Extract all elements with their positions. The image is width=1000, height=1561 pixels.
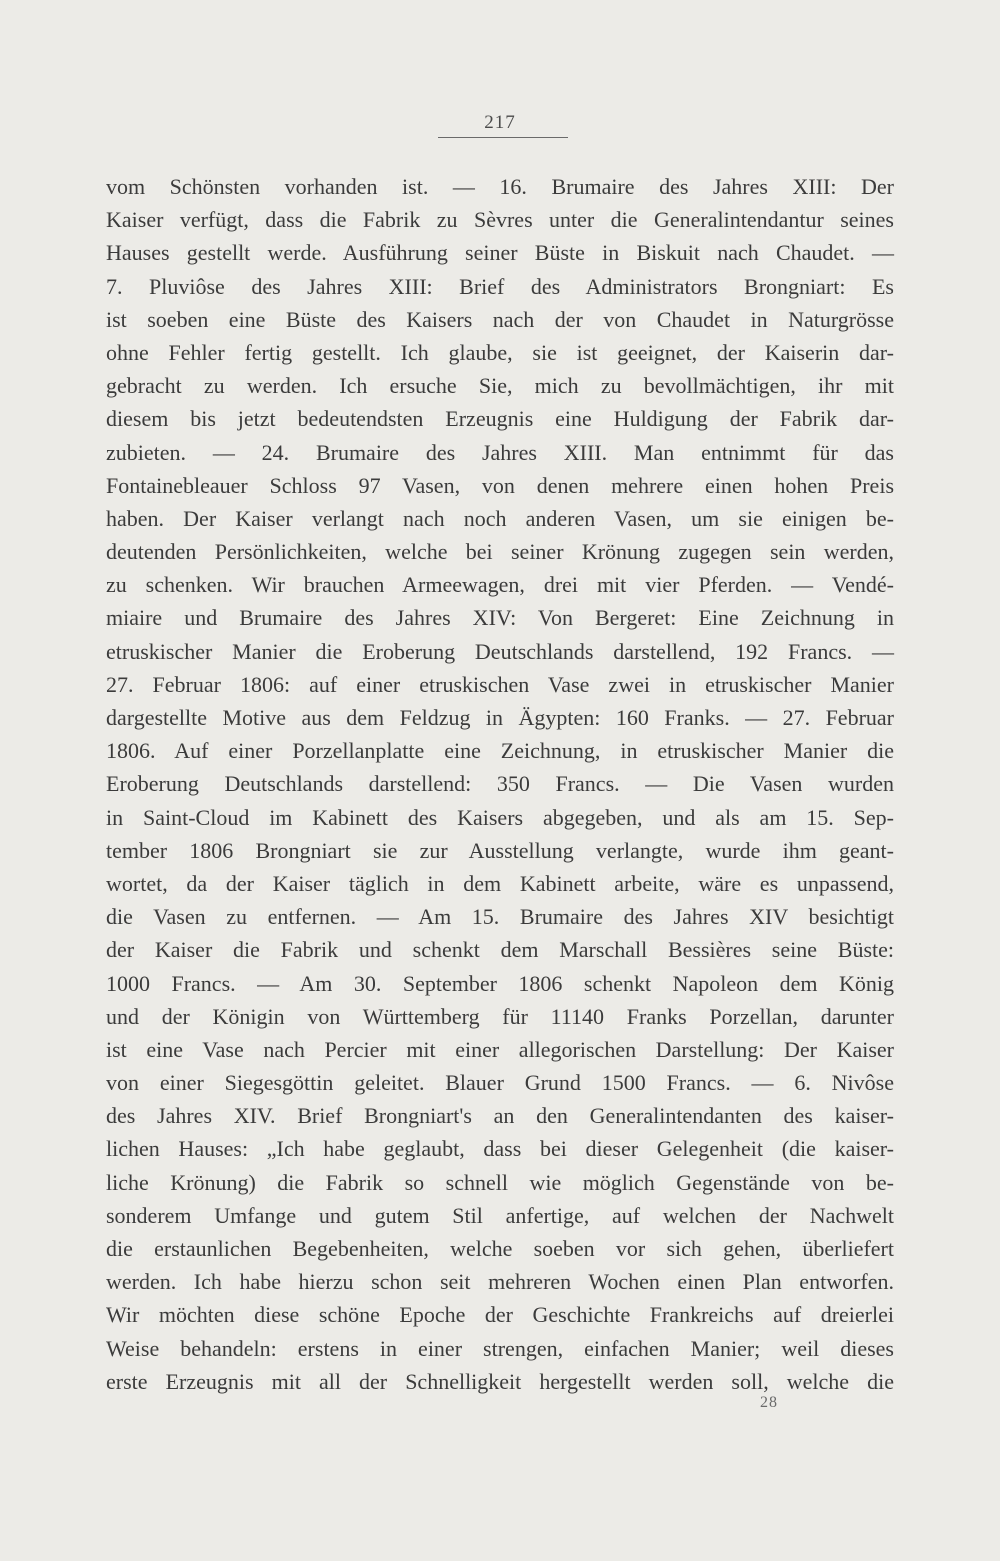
text-line: zubieten. — 24. Brumaire des Jahres XIII. Man entnimmt für das (106, 439, 894, 465)
text-line: diesem bis jetzt bedeutendsten Erzeugnis eine Huldigung der Fabrik dar- (106, 406, 894, 432)
text-line: die Vasen zu entfernen. — Am 15. Brumaire des Jahres XIV besichtigt (106, 904, 894, 930)
body-text (106, 170, 894, 1398)
text-line: in Saint-Cloud im Kabinett des Kaisers abgegeben, und als am 15. Sep- (106, 804, 894, 830)
text-line: wortet, da der Kaiser täglich in dem Kabinett arbeite, wäre es unpassend, (106, 870, 894, 896)
text-line: die erstaunlichen Begebenheiten, welche soeben vor sich gehen, überliefert (106, 1236, 894, 1261)
text-line: vom Schönsten vorhanden ist. — 16. Brumaire des Jahres XIII: Der (106, 174, 894, 199)
text-line: Fontainebleauer Schloss 97 Vasen, von denen mehrere einen hohen Preis (106, 472, 894, 498)
text-line: und der Königin von Württemberg für 11140 Franks Porzellan, darunter (106, 1003, 894, 1029)
signature-mark: 28 (760, 1394, 778, 1411)
text-line: haben. Der Kaiser verlangt nach noch anderen Vasen, um sie einigen be- (106, 505, 894, 531)
page-number: 217 (484, 112, 516, 133)
text-line: Hauses gestellt werde. Ausführung seiner Büste in Biskuit nach Chaudet. — (106, 240, 894, 266)
text-line: Weise behandeln: erstens in einer strengen, einfachen Manier; weil dieses (106, 1335, 894, 1361)
text-line: etruskischer Manier die Eroberung Deutschlands darstellend, 192 Francs. — (106, 638, 894, 664)
text-line: liche Krönung) die Fabrik so schnell wie möglich Gegenstände von be- (106, 1169, 894, 1195)
header-rule (438, 137, 568, 138)
text-line: miaire und Brumaire des Jahres XIV: Von Bergeret: Eine Zeichnung in (106, 605, 894, 631)
text-line: Eroberung Deutschlands darstellend: 350 Francs. — Die Vasen wurden (106, 771, 894, 797)
text-line: von einer Siegesgöttin geleitet. Blauer Grund 1500 Francs. — 6. Nivôse (106, 1070, 894, 1096)
text-line: deutenden Persönlichkeiten, welche bei seiner Krönung zugegen sein werden, (106, 539, 894, 565)
text-line: 1000 Francs. — Am 30. September 1806 schenkt Napoleon dem König (106, 970, 894, 996)
text-line: dargestellte Motive aus dem Feldzug in Ägypten: 160 Franks. — 27. Februar (106, 705, 894, 730)
text-line: 7. Pluviôse des Jahres XIII: Brief des Administrators Brongniart: Es (106, 273, 894, 299)
text-line: 27. Februar 1806: auf einer etruskischen Vase zwei in etruskischer Manier (106, 671, 894, 697)
text-line: der Kaiser die Fabrik und schenkt dem Marschall Bessières seine Büste: (106, 937, 894, 963)
text-line: Wir möchten diese schöne Epoche der Geschichte Frankreichs auf dreierlei (106, 1302, 894, 1328)
text-line: tember 1806 Brongniart sie zur Ausstellung verlangte, wurde ihm geant- (106, 837, 894, 863)
text-line: 1806. Auf einer Porzellanplatte eine Zeichnung, in etruskischer Manier die (106, 738, 894, 764)
text-line: erste Erzeugnis mit all der Schnelligkeit hergestellt werden soll, welche die (106, 1368, 894, 1394)
text-line: Kaiser verfügt, dass die Fabrik zu Sèvres unter die Generalintendantur seines (106, 207, 894, 233)
text-line: ist soeben eine Büste des Kaisers nach der von Chaudet in Naturgrösse (106, 306, 894, 332)
text-line: werden. Ich habe hierzu schon seit mehreren Wochen einen Plan entworfen. (106, 1269, 894, 1295)
text-line: des Jahres XIV. Brief Brongniart's an den Generalintendanten des kaiser- (106, 1103, 894, 1129)
text-line: ist eine Vase nach Percier mit einer allegorischen Darstellung: Der Kaiser (106, 1036, 894, 1062)
text-line: lichen Hauses: „Ich habe geglaubt, dass bei dieser Gelegenheit (die kaiser- (106, 1136, 894, 1162)
text-line: ohne Fehler fertig gestellt. Ich glaube, sie ist geeignet, der Kaiserin dar- (106, 339, 894, 365)
text-line: gebracht zu werden. Ich ersuche Sie, mich zu bevollmächtigen, ihr mit (106, 373, 894, 399)
text-line: zu schenken. Wir brauchen Armeewagen, drei mit vier Pferden. — Vendé- (106, 572, 894, 598)
text-line: sonderem Umfange und gutem Stil anfertige, auf welchen der Nachwelt (106, 1202, 894, 1228)
